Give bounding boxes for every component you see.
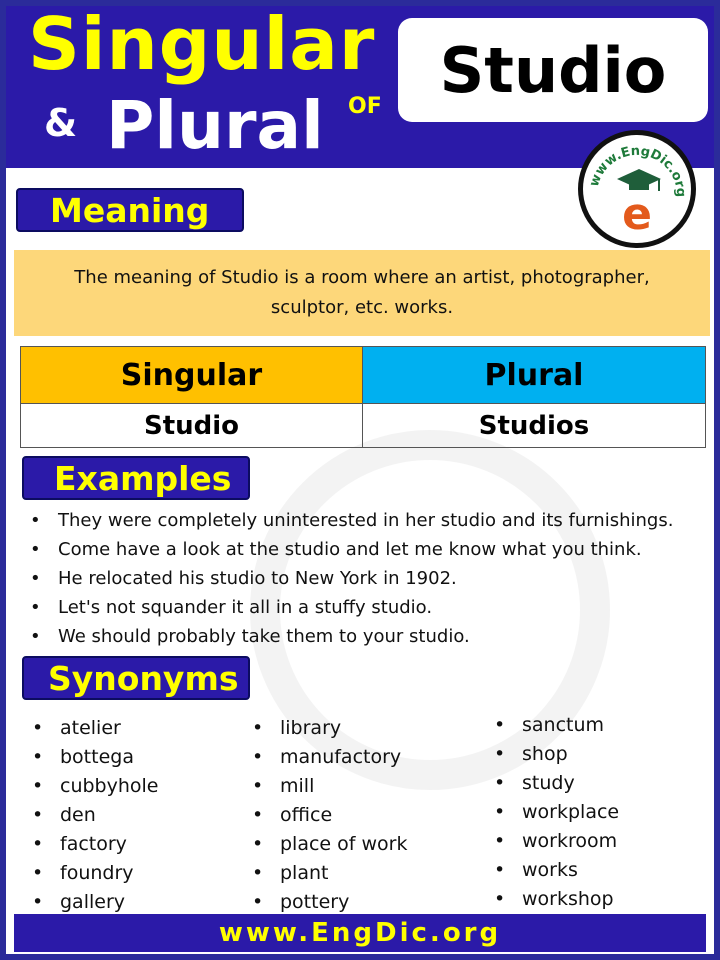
logo-text: www.EngDic.org [586,143,689,198]
synonym-item: • workplace [492,798,619,827]
synonym-item: • factory [30,830,159,859]
plural-header: Plural [363,347,705,403]
synonym-item: • workroom [492,827,619,856]
plural-value: Studios [363,403,705,447]
synonym-item: • atelier [30,714,159,743]
synonym-item: • mill [250,772,408,801]
meaning-text: The meaning of Studio is a room where an artist, photographer, sculptor, etc. works. [74,267,650,318]
headword: Studio [439,33,667,107]
example-item: • He relocated his studio to New York in 1902. [26,564,720,593]
logo-letter: e [622,189,652,240]
synonym-item: • sanctum [492,711,619,740]
singular-value: Studio [21,403,363,447]
synonym-item: • works [492,856,619,885]
title-plural: Plural [106,87,324,164]
meaning-label-text: Meaning [50,190,210,230]
synonym-item: • library [250,714,408,743]
singular-header: Singular [21,347,363,403]
example-item: • Let's not squander it all in a stuffy studio. [26,593,720,622]
synonym-item: • pottery [250,888,408,917]
synonym-item: • office [250,801,408,830]
synonym-item: • manufactory [250,743,408,772]
synonym-item: • cubbyhole [30,772,159,801]
examples-label-text: Examples [54,458,232,498]
example-item: • We should probably take them to your studio. [26,622,720,651]
title-of: OF [348,94,382,119]
synonym-item: • shop [492,740,619,769]
synonym-item: • plant [250,859,408,888]
footer-url-link[interactable]: www.EngDic.org [218,918,502,948]
synonym-item: • foundry [30,859,159,888]
synonym-item: • den [30,801,159,830]
synonym-item: • study [492,769,619,798]
synonym-item: • place of work [250,830,408,859]
title-ampersand: & [44,101,78,145]
synonyms-label-text: Synonyms [48,658,239,698]
synonym-item: • workshop [492,885,619,914]
example-item: • Come have a look at the studio and let me know what you think. [26,535,720,564]
synonym-item: • gallery [30,888,159,917]
synonym-item: • bottega [30,743,159,772]
title-singular: Singular [28,2,376,86]
example-item: • They were completely uninterested in her studio and its furnishings. [26,506,720,535]
